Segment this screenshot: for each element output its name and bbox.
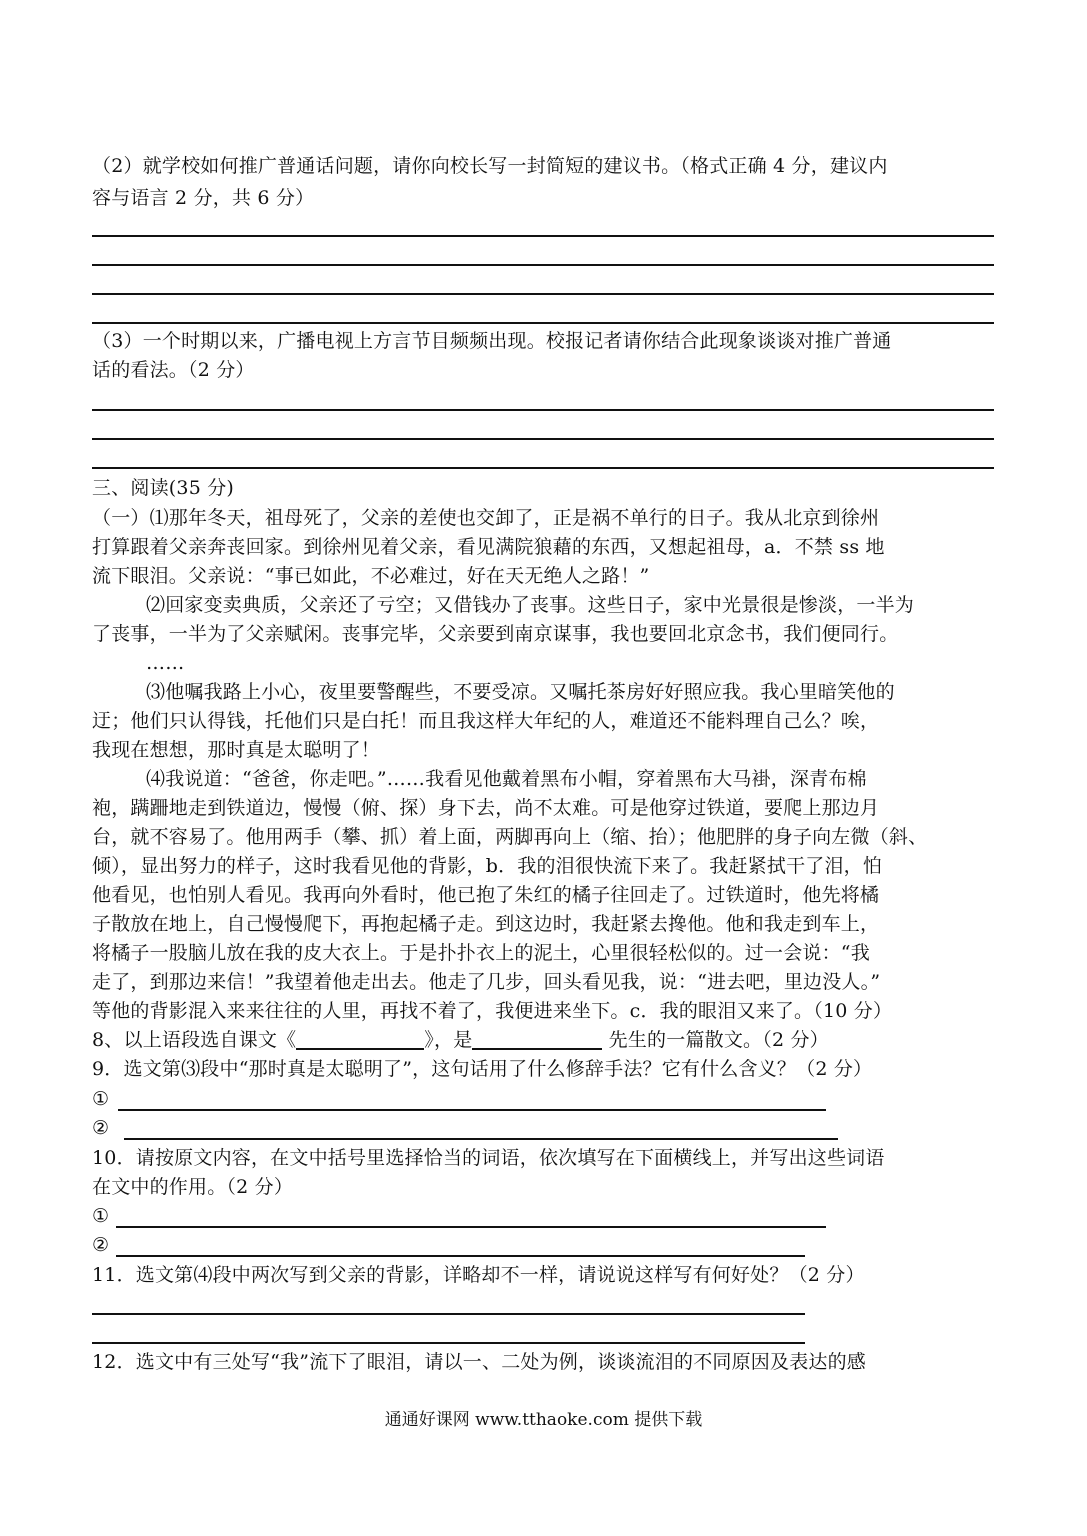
q10-mark-2: ② [92,1234,110,1256]
passage-p1-line-1: （一）⑴那年冬天，祖母死了，父亲的差使也交卸了，正是祸不单行的日子。我从北京到徐州 [92,507,880,529]
q8-author-blank[interactable] [472,1028,602,1050]
section-heading: 三、阅读(35 分) [92,477,235,499]
q8-text-3: 先生的一篇散文。（2 分） [602,1029,829,1051]
passage-ellipsis: …… [146,652,185,674]
q2-line-2: 容与语言 2 分，共 6 分） [92,187,315,209]
q12-text: 12．选文中有三处写“我”流下了眼泪，请以一、二处为例，谈谈流泪的不同原因及表达的感 [92,1351,867,1373]
q3-line-1: （3）一个时期以来，广播电视上方言节目频频出现。校报记者请你结合此现象谈谈对推广普通 [92,330,892,352]
q3-answer-line-1[interactable] [92,409,994,411]
passage-p2-line-2: 了丧事，一半为了父亲赋闲。丧事完毕，父亲要到南京谋事，我也要回北京念书，我们便同行。 [92,623,899,645]
q9-mark-2: ② [92,1117,110,1139]
passage-p4-line-7: 将橘子一股脑儿放在我的皮大衣上。于是扑扑衣上的泥土，心里很轻松似的。过一会说：“我 [92,942,870,964]
passage-p2-line-1: ⑵回家变卖典质，父亲还了亏空；又借钱办了丧事。这些日子，家中光景很是惨淡，一半为 [146,594,915,616]
passage-p4-line-6: 子散放在地上，自己慢慢爬下，再抱起橘子走。到这边时，我赶紧去搀他。他和我走到车上， [92,913,880,935]
passage-p4-line-4: 倾），显出努力的样子，这时我看见他的背影，b．我的泪很快流下来了。我赶紧拭干了泪，怕 [92,855,883,877]
q2-answer-line-4[interactable] [92,322,994,324]
q9-mark-1: ① [92,1088,110,1110]
q8-text-2: 》，是 [424,1029,473,1051]
q9-text: 9．选文第⑶段中“那时真是太聪明了”，这句话用了什么修辞手法？它有什么含义？（2 分） [92,1058,873,1080]
q11-answer-line-1[interactable] [92,1313,805,1315]
q8-text-1: 8、以上语段选自课文《 [92,1029,297,1051]
passage-p4-line-1: ⑷我说道：“爸爸，你走吧。”……我看见他戴着黑布小帽，穿着黑布大马褂，深青布棉 [146,768,867,790]
q8-line [92,1026,997,1054]
passage-p4-line-9: 等他的背影混入来来往往的人里，再找不着了，我便进来坐下。c．我的眼泪又来了。（10 分） [92,1000,893,1022]
q10-mark-1: ① [92,1205,110,1227]
q9-answer-line-1[interactable] [118,1109,826,1111]
q3-answer-line-3[interactable] [92,467,994,469]
q10-line-1: 10．请按原文内容，在文中括号里选择恰当的词语，依次填写在下面横线上，并写出这些词语 [92,1147,885,1169]
passage-p3-line-1: ⑶他嘱我路上小心，夜里要警醒些，不要受凉。又嘱托茶房好好照应我。我心里暗笑他的 [146,681,895,703]
q10-line-2: 在文中的作用。（2 分） [92,1176,294,1198]
passage-p1-line-2: 打算跟着父亲奔丧回家。到徐州见着父亲，看见满院狼藉的东西，又想起祖母，a．不禁 ss 地 [92,536,885,558]
page-footer: 通通好课网 www.tthaoke.com 提供下载 [384,1410,703,1430]
q2-line-1: （2）就学校如何推广普通话问题，请你向校长写一封简短的建议书。（格式正确 4 分，建议内 [92,155,888,177]
q2-answer-line-3[interactable] [92,293,994,295]
passage-p3-line-3: 我现在想想，那时真是太聪明了！ [92,739,381,761]
q3-answer-line-2[interactable] [92,438,994,440]
q11-answer-line-2[interactable] [92,1342,805,1344]
q8-title-blank[interactable] [296,1028,424,1050]
q3-line-2: 话的看法。（2 分） [92,359,255,381]
passage-p4-line-5: 他看见，也怕别人看见。我再向外看时，他已抱了朱红的橘子往回走了。过铁道时，他先将橘 [92,884,880,906]
q11-text: 11．选文第⑷段中两次写到父亲的背影，详略却不一样，请说说这样写有何好处？（2 分） [92,1264,865,1286]
passage-p4-line-8: 走了，到那边来信！”我望着他走出去。他走了几步，回头看见我，说：“进去吧，里边没人。” [92,971,881,993]
passage-p1-line-3: 流下眼泪。父亲说：“事已如此，不必难过，好在天无绝人之路！” [92,565,650,587]
q2-answer-line-2[interactable] [92,264,994,266]
q10-answer-line-2[interactable] [116,1255,805,1257]
passage-p3-line-2: 迂；他们只认得钱，托他们只是白托！而且我这样大年纪的人，难道还不能料理自己么？唉， [92,710,880,732]
q10-answer-line-1[interactable] [116,1226,826,1228]
passage-p4-line-3: 台，就不容易了。他用两手（攀、抓）着上面，两脚再向上（缩、抬）；他肥胖的身子向左微（斜、 [92,826,928,848]
q2-answer-line-1[interactable] [92,235,994,237]
q9-answer-line-2[interactable] [124,1138,838,1140]
passage-p4-line-2: 袍，蹒跚地走到铁道边，慢慢（俯、探）身下去，尚不太难。可是他穿过铁道，要爬上那边月 [92,797,880,819]
